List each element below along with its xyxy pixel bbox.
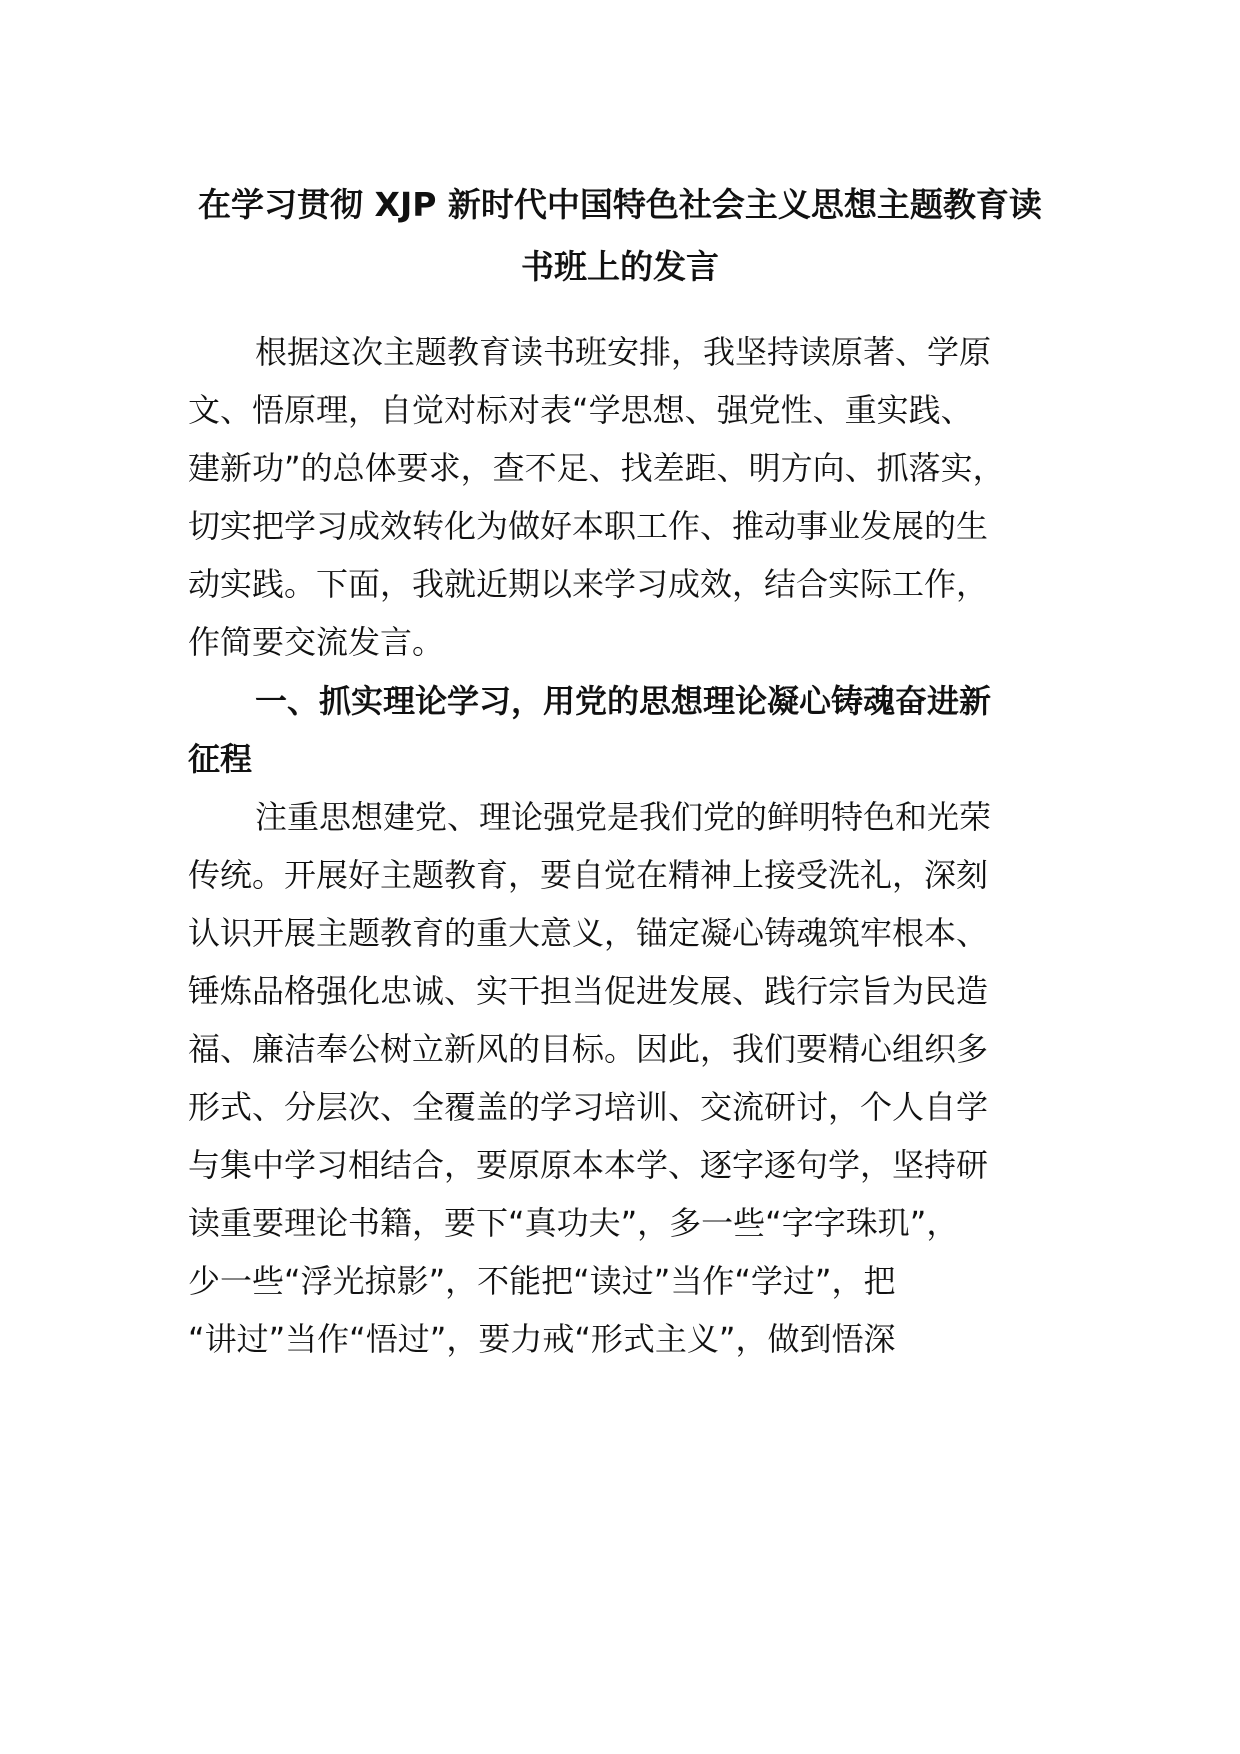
intro-line-2: 文、悟原理，自觉对标对表“学思想、强党性、重实践、 [188, 391, 973, 429]
section1-line-7: 与集中学习相结合，要原原本本学、逐字逐句学，坚持研 [188, 1146, 989, 1184]
section1-line-1: 注重思想建党、理论强党是我们党的鲜明特色和光荣 [255, 798, 992, 836]
intro-line-4: 切实把学习成效转化为做好本职工作、推动事业发展的生 [188, 507, 989, 545]
intro-line-3: 建新功”的总体要求，查不足、找差距、明方向、抓落实， [188, 449, 1005, 487]
intro-line-6: 作简要交流发言。 [188, 623, 445, 661]
intro-line-5: 动实践。下面，我就近期以来学习成效，结合实际工作， [188, 565, 989, 603]
document-title-line-2: 书班上的发言 [521, 247, 719, 286]
section1-heading-line-2: 征程 [188, 740, 253, 778]
section1-line-2: 传统。开展好主题教育，要自觉在精神上接受洗礼，深刻 [188, 856, 989, 894]
section1-line-10: “讲过”当作“悟过”，要力戒“形式主义”，做到悟深 [188, 1320, 896, 1358]
section1-line-8: 读重要理论书籍，要下“真功夫”，多一些“字字珠玑”， [188, 1204, 959, 1242]
section1-heading-line-1: 一、抓实理论学习，用党的思想理论凝心铸魂奋进新 [255, 682, 992, 720]
intro-line-1: 根据这次主题教育读书班安排，我坚持读原著、学原 [255, 333, 992, 371]
section1-line-6: 形式、分层次、全覆盖的学习培训、交流研讨，个人自学 [188, 1088, 989, 1126]
document-title-line-1: 在学习贯彻 XJP 新时代中国特色社会主义思想主题教育读 [198, 185, 1042, 224]
section1-line-9: 少一些“浮光掠影”，不能把“读过”当作“学过”，把 [188, 1262, 896, 1300]
section1-line-3: 认识开展主题教育的重大意义，锚定凝心铸魂筑牢根本、 [188, 914, 989, 952]
section1-line-4: 锤炼品格强化忠诚、实干担当促进发展、践行宗旨为民造 [188, 972, 989, 1010]
section1-line-5: 福、廉洁奉公树立新风的目标。因此，我们要精心组织多 [188, 1030, 989, 1068]
